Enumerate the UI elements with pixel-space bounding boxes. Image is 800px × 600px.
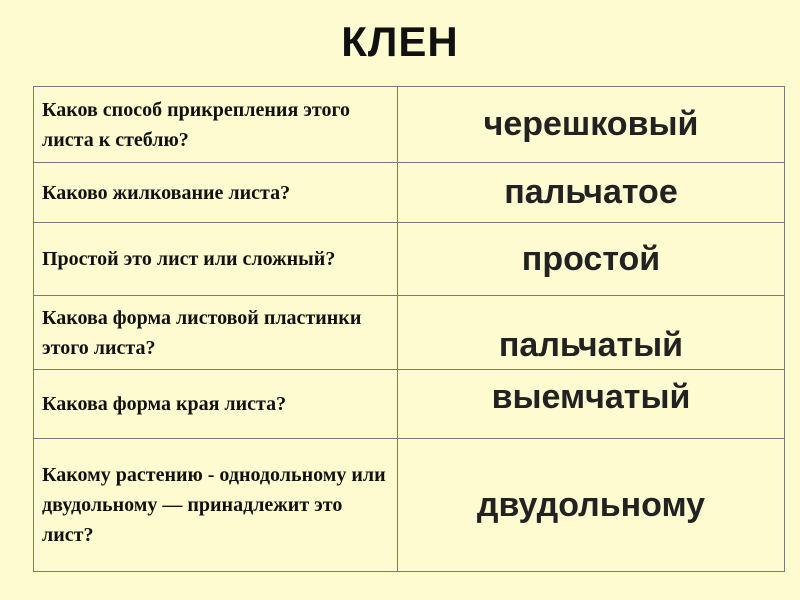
- question-cell: Какому растению - однодольному или двудольному — принадлежит это лист?: [34, 439, 398, 572]
- table-row: [34, 163, 785, 223]
- table-row: [34, 370, 785, 439]
- table-row: [34, 296, 785, 370]
- table-row: [34, 87, 785, 163]
- answer-cell: двудольному: [398, 439, 785, 572]
- question-cell: Какова форма края листа?: [34, 370, 398, 439]
- table-row: [34, 439, 785, 572]
- table-row: [34, 223, 785, 296]
- leaf-table: [33, 86, 785, 572]
- question-cell: Какова форма листовой пластинки этого листа?: [34, 296, 398, 370]
- question-cell: Простой это лист или сложный?: [34, 223, 398, 296]
- page-title: КЛЕН: [341, 18, 459, 65]
- answer-cell: простой: [398, 223, 785, 296]
- answer-cell: выемчатый: [398, 370, 785, 439]
- answer-cell: пальчатое: [398, 163, 785, 223]
- answer-cell: черешковый: [398, 87, 785, 163]
- question-cell: Каково жилкование листа?: [34, 163, 398, 223]
- answer-cell: пальчатый: [398, 296, 785, 370]
- question-cell: Каков способ прикрепления этого листа к стеблю?: [34, 87, 398, 163]
